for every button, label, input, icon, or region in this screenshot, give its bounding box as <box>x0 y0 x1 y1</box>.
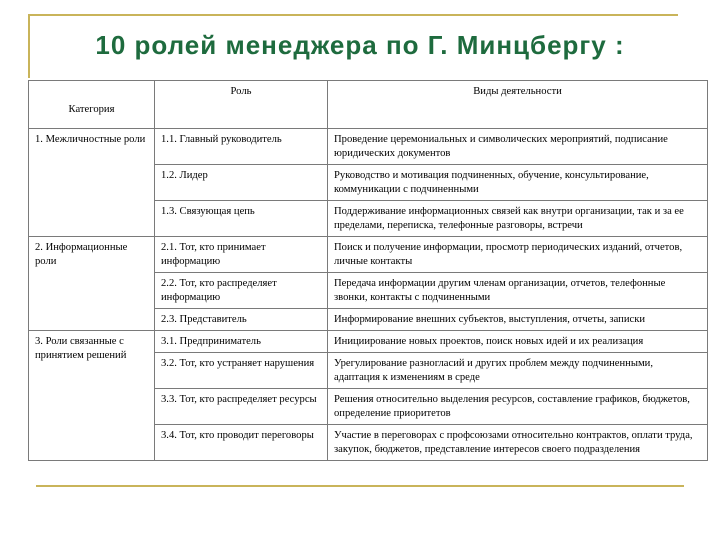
category-cell: 1. Межличностные роли <box>29 129 155 237</box>
role-cell: 3.2. Тот, кто устраняет нарушения <box>155 353 328 389</box>
category-cell: 2. Информационные роли <box>29 237 155 331</box>
activity-cell: Решения относительно выделения ресурсов, составление графиков, бюджетов, определение приоритетов <box>328 389 708 425</box>
activity-cell: Поиск и получение информации, просмотр периодических изданий, отчетов, личные контакты <box>328 237 708 273</box>
header-activities: Виды деятельности <box>328 81 708 129</box>
role-cell: 3.3. Тот, кто распределяет ресурсы <box>155 389 328 425</box>
bottom-divider <box>36 485 684 487</box>
role-cell: 2.1. Тот, кто принимает информацию <box>155 237 328 273</box>
table-row <box>29 237 708 273</box>
activity-cell: Проведение церемониальных и символических мероприятий, подписание юридических документов <box>328 129 708 165</box>
header-category: Категория <box>29 81 155 129</box>
page-title: 10 ролей менеджера по Г. Минцбергу : <box>95 30 625 60</box>
table-row <box>29 331 708 353</box>
roles-table <box>28 80 708 461</box>
category-cell: 3. Роли связанные с принятием решений <box>29 331 155 461</box>
role-cell: 2.2. Тот, кто распределяет информацию <box>155 273 328 309</box>
activity-cell: Участие в переговорах с профсоюзами относительно контрактов, оплати труда, закупок, бюджетов, представление интересов своего подразделения <box>328 425 708 461</box>
activity-cell: Передача информации другим членам организации, отчетов, телефонные звонки, контакты с подчиненными <box>328 273 708 309</box>
activity-cell: Руководство и мотивация подчиненных, обучение, консультирование, коммуникации с подчиненными <box>328 165 708 201</box>
activity-cell: Инициирование новых проектов, поиск новых идей и их реализация <box>328 331 708 353</box>
role-cell: 2.3. Представитель <box>155 309 328 331</box>
role-cell: 1.1. Главный руководитель <box>155 129 328 165</box>
table-header-row <box>29 81 708 129</box>
role-cell: 1.3. Связующая цепь <box>155 201 328 237</box>
role-cell: 3.4. Тот, кто проводит переговоры <box>155 425 328 461</box>
activity-cell: Поддерживание информационных связей как внутри организации, так и за ее пределами, переписка, телефонные разговоры, встречи <box>328 201 708 237</box>
table-row <box>29 129 708 165</box>
activity-cell: Урегулирование разногласий и других проблем между подчиненными, адаптация к изменениям в среде <box>328 353 708 389</box>
header-role: Роль <box>155 81 328 129</box>
activity-cell: Информирование внешних субъектов, выступления, отчеты, записки <box>328 309 708 331</box>
role-cell: 3.1. Предприниматель <box>155 331 328 353</box>
role-cell: 1.2. Лидер <box>155 165 328 201</box>
